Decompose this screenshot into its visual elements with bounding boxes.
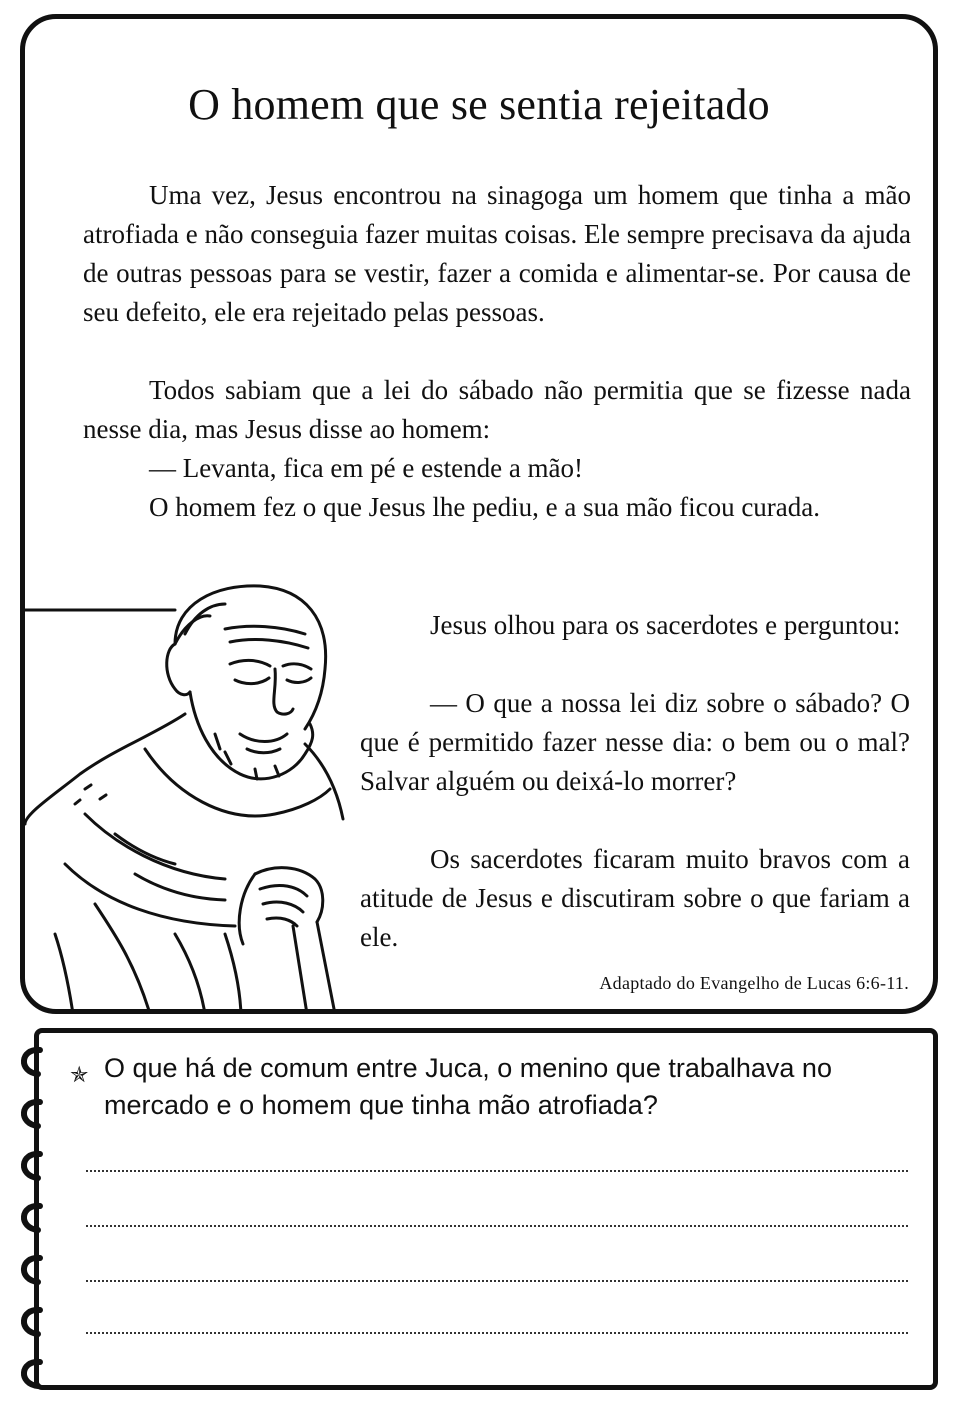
page-title: O homem que se sentia rejeitado — [188, 80, 770, 129]
source-citation: Adaptado do Evangelho de Lucas 6:6-11. — [599, 973, 909, 993]
story-paragraph-2 — [83, 371, 911, 449]
story-paragraph-1-text: Uma vez, Jesus encontrou na sinagoga um homem que tinha a mão atrofiada e não conseguia fazer muitas coisas. Ele sempre precisava da ajuda de outras pessoas para se vestir, fazer a comida e alimentar-se. Por causa de seu defeito, ele era rejeitado pelas pessoas. — [83, 180, 911, 327]
story-paragraph-6 — [360, 684, 910, 801]
story-paragraph-5 — [360, 606, 910, 645]
story-paragraph-6-text: — O que a nossa lei diz sobre o sábado? O que é permitido fazer nesse dia: o bem ou o mal? Salvar alguém ou deixá-lo morrer? — [360, 688, 910, 796]
answer-line-1[interactable] — [86, 1170, 908, 1172]
story-frame — [20, 14, 938, 1014]
star-icon: ✯ — [70, 1062, 89, 1087]
story-paragraph-4-text: O homem fez o que Jesus lhe pediu, e a sua mão ficou curada. — [149, 492, 821, 522]
story-paragraph-1 — [83, 176, 911, 332]
story-paragraph-7 — [360, 840, 910, 957]
story-paragraph-5-text: Jesus olhou para os sacerdotes e perguntou: — [430, 610, 901, 640]
story-paragraph-7-text: Os sacerdotes ficaram muito bravos com a atitude de Jesus e discutiram sobre o que fariam a ele. — [360, 844, 910, 952]
answer-line-3[interactable] — [86, 1280, 908, 1282]
story-paragraph-2-text: Todos sabiam que a lei do sábado não permitia que se fizesse nada nesse dia, mas Jesus disse ao homem: — [83, 375, 911, 444]
story-paragraph-4 — [83, 488, 911, 527]
story-paragraph-3-text: — Levanta, fica em pé e estende a mão! — [149, 453, 584, 483]
notebook-spiral — [0, 1030, 70, 1400]
answer-line-2[interactable] — [86, 1225, 908, 1227]
activity-question: O que há de comum entre Juca, o menino que trabalhava no mercado e o homem que tinha mão atrofiada? — [104, 1053, 832, 1120]
answer-line-4[interactable] — [86, 1332, 908, 1334]
man-illustration — [25, 574, 355, 1014]
story-paragraph-3 — [83, 449, 911, 488]
